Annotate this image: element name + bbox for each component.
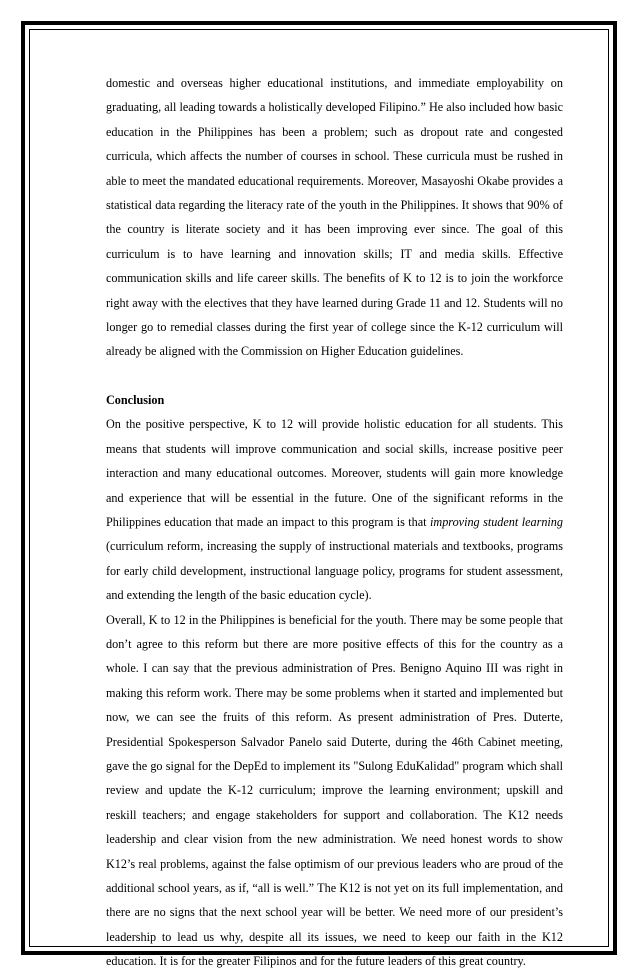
document-body	[106, 71, 563, 974]
intro-paragraph: domestic and overseas higher educational institutions, and immediate employability on graduating, all leading towards a holistically developed Filipino.” He also included how basic education in the Philippines has been a problem; such as dropout rate and congested curricula, which affects the number of courses in school. These curricula must be rushed in able to meet the mandated educational requirements. Moreover, Masayoshi Okabe provides a statistical data regarding the literacy rate of the youth in the Philippines. It shows that 90% of the country is literate society and it has been improving ever since. The goal of this curriculum is to have learning and innovation skills; IT and media skills. Effective communication skills and life career skills. The benefits of K to 12 is to join the workforce right away with the electives that they have learned during Grade 11 and 12. Students will no longer go to remedial classes during the first year of college since the K-12 curriculum will already be aligned with the Commission on Higher Education guidelines.	[106, 76, 563, 359]
paragraph-gap	[106, 364, 563, 388]
conclusion-heading: Conclusion	[106, 392, 165, 407]
conclusion-p1-text-a: On the positive perspective, K to 12 will provide holistic education for all students. This means that students will improve communication and social skills, increase positive peer interaction and many educational outcomes. Moreover, students will gain more knowledge and experience that will be essential in the future. One of the significant reforms in the Philippines education that made an impact to this program is that	[106, 417, 563, 529]
conclusion-paragraph-1	[106, 412, 563, 607]
conclusion-p1-text-b: (curriculum reform, increasing the supply of instructional materials and textbooks, programs for early child development, instructional language policy, programs for student assessment, and extending the length of the basic education cycle).	[106, 539, 563, 603]
conclusion-p1-italic: improving student learning	[430, 514, 563, 529]
conclusion-paragraph-2: Overall, K to 12 in the Philippines is beneficial for the youth. There may be some people that don’t agree to this reform but there are more positive effects of this for the country as a whole. I can say that the previous administration of Pres. Benigno Aquino III was right in making this reform work. There may be some problems when it started and implemented but now, we can see the fruits of this reform. As present administration of Pres. Duterte, Presidential Spokesperson Salvador Panelo said Duterte, during the 46th Cabinet meeting, gave the go signal for the DepEd to implement its "Sulong EduKalidad" program which shall review and update the K-12 curriculum; improve the learning environment; upskill and reskill teachers; and engage stakeholders for support and collaboration. The K12 needs leadership and clear vision from the new administration. We need honest words to show K12’s real problems, against the false optimism of our previous leaders who are proud of the additional school years, as if, “all is well.” The K12 is not yet on its full implementation, and there are no signs that the next school year will be better. We need more of our president’s leadership to lead us why, despite all its issues, we need to keep our faith in the K12 education. It is for the greater Filipinos and for the future leaders of this great country.	[106, 612, 563, 969]
